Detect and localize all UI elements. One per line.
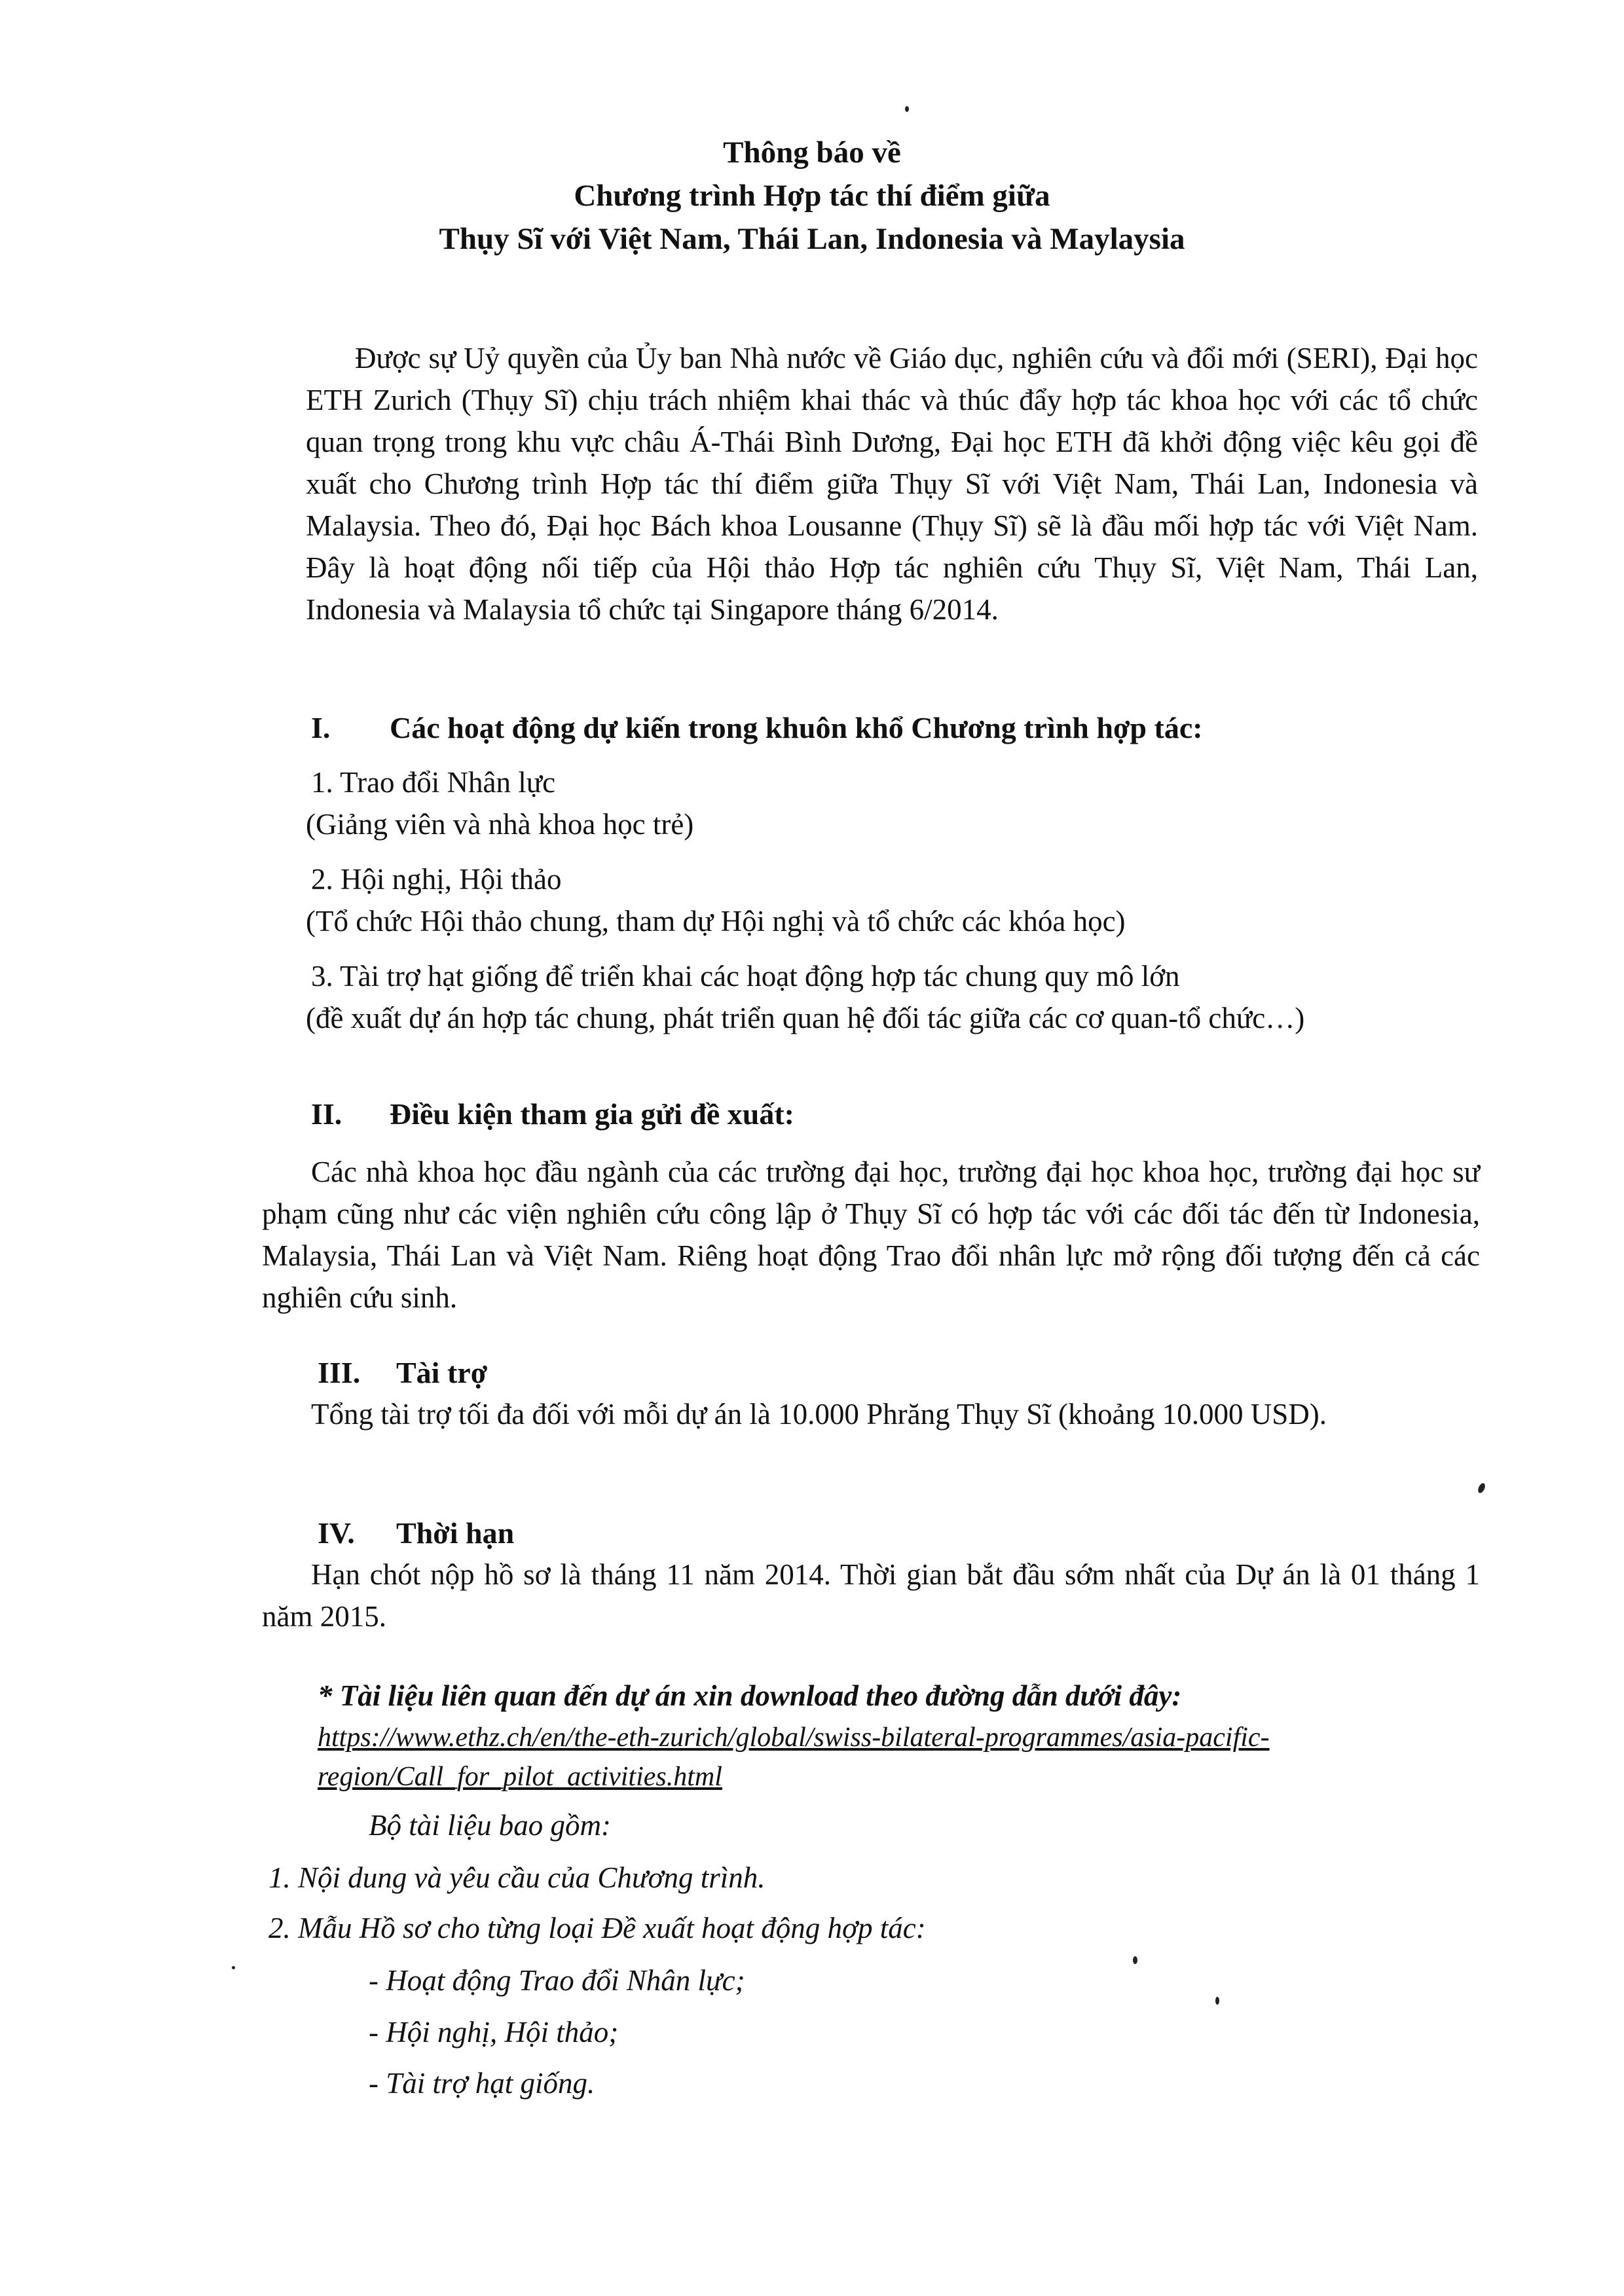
activity-1-title: 1. Trao đổi Nhân lực	[311, 766, 556, 799]
doc-subitem-3: - Tài trợ hạt giống.	[369, 2067, 595, 2100]
section-4-title: Thời hạn	[396, 1516, 515, 1550]
section-3-title: Tài trợ	[396, 1356, 488, 1389]
doc-title-line3: Thụy Sĩ với Việt Nam, Thái Lan, Indonesia và Maylaysia	[439, 222, 1185, 256]
doc-subitem-1: - Hoạt động Trao đổi Nhân lực;	[369, 1964, 745, 1997]
section-2-body: Các nhà khoa học đầu ngành của các trường đại học, trường đại học khoa học, trường đại học sư phạm cũng như các viện nghiên cứu công lập ở Thụy Sĩ có hợp tác với các đối tác đến từ Indonesia, Malaysia, Thái Lan và Việt Nam. Riêng hoạt động Trao đổi nhân lực mở rộng đối tượng đến cả các nghiên cứu sinh.	[262, 1156, 1480, 1314]
doc-item-1: 1. Nội dung và yêu cầu của Chương trình.	[268, 1861, 766, 1894]
activity-2-title: 2. Hội nghị, Hội thảo	[311, 863, 562, 896]
doc-title-line1: Thông báo về	[723, 136, 901, 170]
section-3-number: III.	[318, 1356, 361, 1389]
doc-item-2: 2. Mẫu Hồ sơ cho từng loại Đề xuất hoạt động hợp tác:	[268, 1912, 926, 1944]
section-2-number: II.	[311, 1097, 342, 1131]
section-4-heading	[318, 1512, 514, 1554]
section-2-title: Điều kiện tham gia gửi đề xuất:	[390, 1097, 794, 1131]
section-1-number: I.	[311, 711, 331, 744]
activity-2-desc: (Tổ chức Hội thảo chung, tham dự Hội nghị và tổ chức các khóa học)	[306, 905, 1126, 938]
scan-speck	[1133, 1956, 1137, 1964]
download-link-line1[interactable]: https://www.ethz.ch/en/the-eth-zurich/global/swiss-bilateral-programmes/asia-pacific-	[318, 1722, 1270, 1753]
scan-speck	[232, 1966, 235, 1969]
activity-3-desc: (đề xuất dự án hợp tác chung, phát triển quan hệ đối tác giữa các cơ quan-tổ chức…)	[306, 1002, 1305, 1034]
section-2-heading	[311, 1093, 794, 1135]
download-note: * Tài liệu liên quan đến dự án xin download theo đường dẫn dưới đây:	[318, 1679, 1182, 1712]
intro-paragraph: Được sự Uỷ quyền của Ủy ban Nhà nước về Giáo dục, nghiên cứu và đổi mới (SERI), Đại học ETH Zurich (Thụy Sĩ) chịu trách nhiệm khai thác và thúc đẩy hợp tác khoa học với các tổ chức quan trọng trong khu vực châu Á-Thái Bình Dương, Đại học ETH đã khởi động việc kêu gọi đề xuất cho Chương trình Hợp tác thí điểm giữa Thụy Sĩ với Việt Nam, Thái Lan, Indonesia và Malaysia. Theo đó, Đại học Bách khoa Lousanne (Thụy Sĩ) sẽ là đầu mối hợp tác với Việt Nam. Đây là hoạt động nối tiếp của Hội thảo Hợp tác nghiên cứu Thụy Sĩ, Việt Nam, Thái Lan, Indonesia và Malaysia tổ chức tại Singapore tháng 6/2014.	[306, 342, 1478, 626]
section-3-heading	[318, 1352, 487, 1394]
section-4-body: Hạn chót nộp hồ sơ là tháng 11 năm 2014. Thời gian bắt đầu sớm nhất của Dự án là 01 tháng 1 năm 2015.	[262, 1558, 1480, 1633]
download-link-line2[interactable]: region/Call_for_pilot_activities.html	[318, 1762, 722, 1792]
scan-speck	[905, 106, 909, 112]
doc-set-label: Bộ tài liệu bao gồm:	[369, 1809, 611, 1842]
section-1-heading	[311, 707, 1203, 749]
doc-title-line2: Chương trình Hợp tác thí điểm giữa	[574, 179, 1050, 213]
scan-speck	[1215, 1997, 1219, 2005]
activity-1-desc: (Giảng viên và nhà khoa học trẻ)	[306, 808, 694, 841]
section-4-number: IV.	[318, 1516, 355, 1550]
section-1-title: Các hoạt động dự kiến trong khuôn khổ Chương trình hợp tác:	[390, 711, 1203, 744]
scan-speck	[1477, 1482, 1486, 1494]
activity-3-title: 3. Tài trợ hạt giống để triển khai các hoạt động hợp tác chung quy mô lớn	[311, 960, 1180, 993]
section-3-body: Tổng tài trợ tối đa đối với mỗi dự án là 10.000 Phrăng Thụy Sĩ (khoảng 10.000 USD).	[311, 1398, 1327, 1430]
doc-subitem-2: - Hội nghị, Hội thảo;	[369, 2016, 619, 2049]
